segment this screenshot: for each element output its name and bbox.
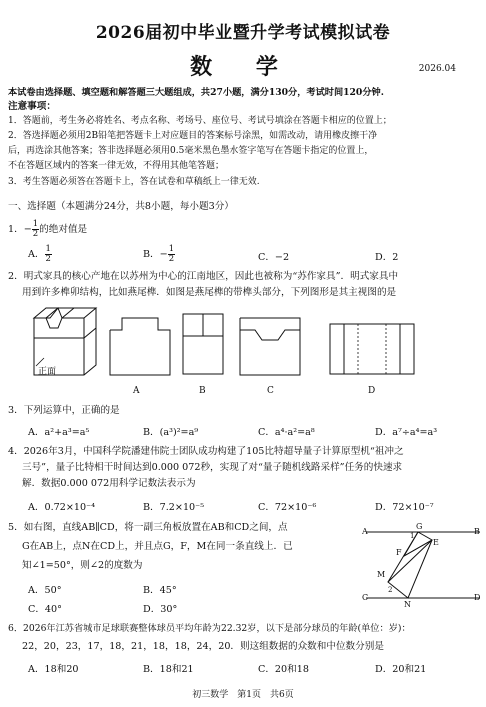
notice-item-1: 1．答题前，考生务必将姓名、考点名称、考场号、座位号、考试号填涂在答题卡相应的位置上； <box>8 116 392 126</box>
fig-label-b: B <box>474 527 480 536</box>
notice-item-2: 2．答选择题必须用2B铅笔把答题卡上对应题目的答案标号涂黑，如需改动，请用橡皮擦干净 <box>8 131 378 141</box>
q3-option-c: C．a⁴·a²=a⁸ <box>258 427 315 438</box>
q6-option-c: C．20和18 <box>258 664 309 675</box>
q4-line-1: 4．2026年3月，中国科学院潘建伟院士团队成功构建了105比特超导量子计算原型机“祖冲之 <box>8 446 404 457</box>
q1-option-a: A． $\frac{1}{2}$ <box>28 244 51 264</box>
q4-line-3: 解．数据0.000 072用科学记数法表示为 <box>22 478 196 489</box>
fig-label-c: C <box>362 593 369 602</box>
option-d-figure <box>330 324 414 374</box>
option-b-figure <box>183 314 223 374</box>
q5-line-2: G在AB上，点N在CD上，并且点G，F，M在同一条直线上．已 <box>22 541 293 552</box>
q3-option-d: D．a⁷÷a⁴=a³ <box>375 427 438 438</box>
q5-line-3: 知∠1=50°，则∠2的度数为 <box>22 560 143 571</box>
q3-option-b: B．(a³)²=a⁹ <box>143 427 199 438</box>
q5-option-d: D．30° <box>143 604 178 615</box>
q4-option-b: B．7.2×10⁻⁵ <box>143 502 205 513</box>
q1-option-d: D．2 <box>375 252 399 263</box>
q6-option-b: B．18和21 <box>143 664 194 675</box>
subject-title: 数 学 <box>190 54 296 80</box>
intro-text: 本试卷由选择题、填空题和解答题三大题组成，共27小题，满分130分，考试时间120分钟. <box>8 87 384 98</box>
q2-option-d-label: D <box>368 386 376 396</box>
notice-item-2-cont2: 不在答题区域内的答案一律无效，不得用其他笔答题； <box>8 161 225 171</box>
q4-option-a: A．0.72×10⁻⁴ <box>28 502 96 513</box>
section-heading: 一、选择题（本题满分24分，共8小题，每小题3分） <box>8 201 234 212</box>
fig-label-d: D <box>474 593 481 602</box>
fig-label-a: A <box>362 527 368 536</box>
q5-line-1: 5．如右图，直线AB∥CD，将一副三角板放置在AB和CD之间，点 <box>8 522 288 533</box>
q4-option-c: C．72×10⁻⁶ <box>258 502 317 513</box>
q4-option-d: D．72×10⁻⁷ <box>375 502 434 513</box>
q6-line-2: 22，20，23，17，18，21，18，18，24，20．则这组数据的众数和中位数分别是 <box>22 641 384 652</box>
q1-option-c: C．−2 <box>258 252 290 263</box>
q2-option-a-label: A <box>133 386 140 396</box>
q4-line-2: 三号”，量子比特相干时间达到0.000 072秒，实现了对“量子随机线路采样”任务的快速求 <box>22 462 403 473</box>
front-label: 正面 <box>38 367 57 377</box>
notice-item-3: 3．考生答题必须答在答题卡上，答在试卷和草稿纸上一律无效. <box>8 177 260 187</box>
q6-line-1: 6．2026年江苏省城市足球联赛整体球员平均年龄为22.32岁，以下是部分球员的年龄(单位：岁)： <box>8 623 411 634</box>
q3-option-a: A．a²+a³=a⁵ <box>28 427 90 438</box>
q5-figure <box>360 520 484 612</box>
q2-line-2: 用到许多榫卯结构，比如燕尾榫．如图是燕尾榫的带榫头部分，下列图形是其主视图的是 <box>22 287 397 298</box>
q2-figures <box>0 300 486 405</box>
fig-label-m: M <box>377 570 386 579</box>
fig-label-2: 2 <box>388 586 393 594</box>
notice-heading: 注意事项： <box>8 101 56 112</box>
q1-stem: 1．− $\frac{1}{2}$ 的绝对值是 <box>8 219 88 239</box>
notice-item-2-cont: 后，再选涂其他答案；答非选择题必须用0.5毫米黑色墨水签字笔写在答题卡指定的位置上， <box>8 146 374 156</box>
option-c-figure <box>240 318 300 375</box>
q2-line-1: 2．明式家具的核心产地在以苏州为中心的江南地区，因此也被称为“苏作家具”．明式家具中 <box>8 271 399 282</box>
exam-date: 2026.04 <box>418 64 456 74</box>
q2-option-b-label: B <box>199 386 206 396</box>
fraction-one-half: $\frac{1}{2}$ <box>32 219 39 239</box>
q2-option-c-label: C <box>267 386 274 396</box>
page-footer: 初三数学 第1页 共6页 <box>192 690 294 700</box>
q1-option-b: B．− $\frac{1}{2}$ <box>143 244 175 264</box>
fig-label-e: E <box>433 538 439 547</box>
q5-option-c: C．40° <box>28 604 62 615</box>
triangle-mn <box>388 540 432 598</box>
fig-label-1: 1 <box>410 532 415 540</box>
q6-option-d: D．20和21 <box>375 664 427 675</box>
q5-option-b: B．45° <box>143 585 177 596</box>
q6-option-a: A．18和20 <box>28 664 79 675</box>
q5-option-a: A．50° <box>28 585 62 596</box>
exam-title: 2026届初中毕业暨升学考试模拟试卷 <box>95 23 391 43</box>
fig-label-g: G <box>416 522 423 531</box>
fig-label-n: N <box>404 600 411 609</box>
fig-label-f: F <box>396 548 402 557</box>
option-a-figure <box>110 318 170 375</box>
q3-stem: 3．下列运算中，正确的是 <box>8 405 120 416</box>
